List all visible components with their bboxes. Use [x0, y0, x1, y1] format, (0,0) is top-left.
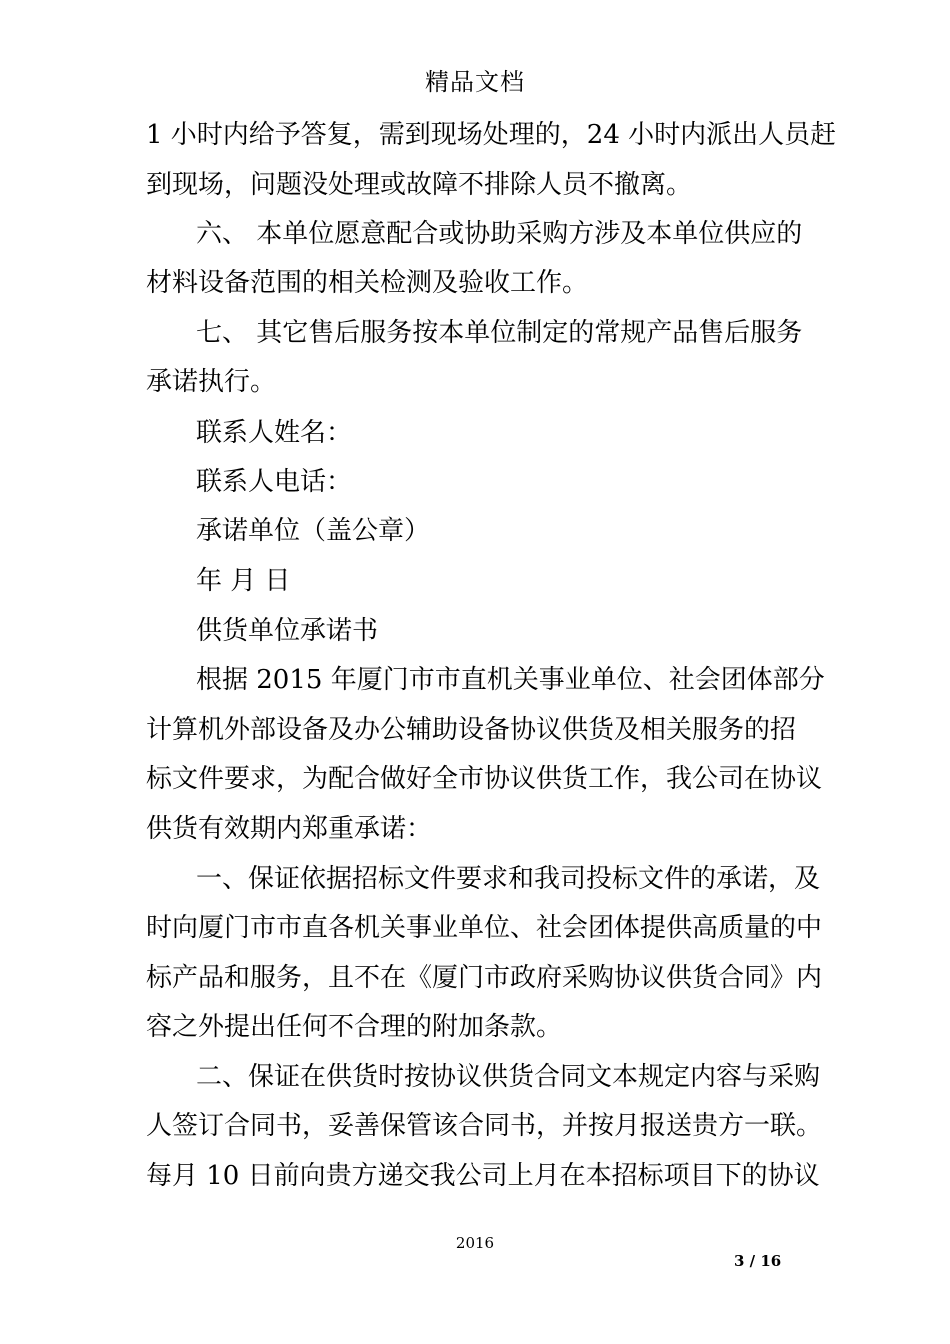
text-line: 承诺执行。	[146, 367, 277, 397]
text-line: 到现场，问题没处理或故障不排除人员不撤离。	[146, 170, 693, 200]
text-line: 人签订合同书，妥善保管该合同书，并按月报送贵方一联。	[146, 1111, 823, 1141]
page-number: 3 / 16	[734, 1252, 782, 1270]
text-line: 联系人电话：	[196, 467, 353, 497]
text-line: 六、 本单位愿意配合或协助采购方涉及本单位供应的	[196, 219, 803, 249]
text-line: 联系人姓名：	[196, 418, 353, 448]
text-line: 1 小时内给予答复，需到现场处理的，24 小时内派出人员赶	[146, 120, 837, 150]
text-line: 根据 2015 年厦门市市直机关事业单位、社会团体部分	[196, 665, 825, 695]
text-line: 每月 10 日前向贵方递交我公司上月在本招标项目下的协议	[146, 1161, 820, 1191]
text-line: 一、保证依据招标文件要求和我司投标文件的承诺，及	[196, 864, 821, 894]
text-line: 二、保证在供货时按协议供货合同文本规定内容与采购	[196, 1062, 821, 1092]
text-line: 年 月 日	[196, 566, 291, 596]
text-line: 七、 其它售后服务按本单位制定的常规产品售后服务	[196, 318, 803, 348]
text-line: 供货单位承诺书	[196, 616, 379, 646]
page-header-title: 精品文档	[425, 68, 525, 96]
text-line: 时向厦门市市直各机关事业单位、社会团体提供高质量的中	[146, 913, 823, 943]
footer-year: 2016	[455, 1234, 495, 1252]
text-line: 承诺单位（盖公章）	[196, 516, 431, 546]
text-line: 供货有效期内郑重承诺：	[146, 814, 433, 844]
text-line: 材料设备范围的相关检测及验收工作。	[146, 268, 589, 298]
text-line: 容之外提出任何不合理的附加条款。	[146, 1012, 563, 1042]
text-line: 标产品和服务，且不在《厦门市政府采购协议供货合同》内	[146, 963, 823, 993]
text-line: 标文件要求，为配合做好全市协议供货工作，我公司在协议	[146, 764, 823, 794]
text-line: 计算机外部设备及办公辅助设备协议供货及相关服务的招	[146, 715, 797, 745]
